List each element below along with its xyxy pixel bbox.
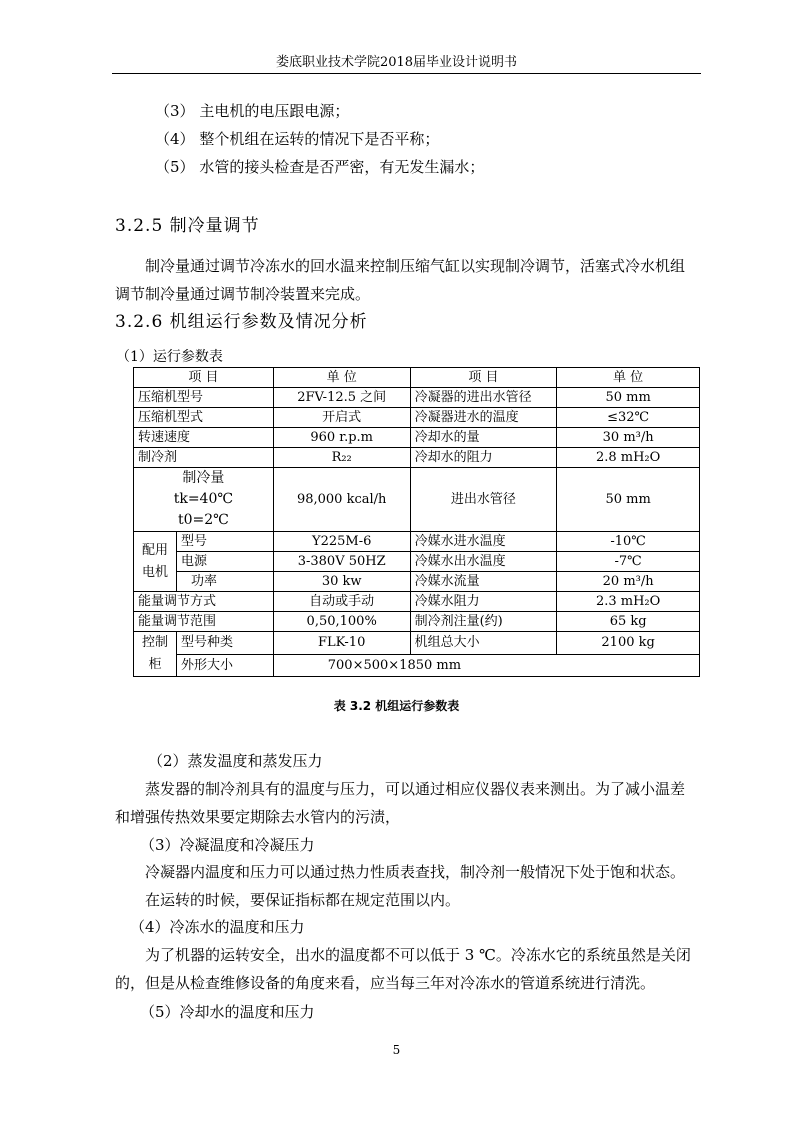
evaporating-temp-label: t0=2℃ <box>177 512 229 528</box>
table-cell: 进出水管径 <box>410 468 557 532</box>
table-cell: 型号种类 <box>176 632 273 655</box>
list-number: （3） <box>155 102 195 120</box>
table-cell: 电源 <box>176 552 273 572</box>
table-cell: ≤32℃ <box>557 408 700 428</box>
table-cell: Y225M-6 <box>273 532 410 552</box>
table-cell: 制冷剂注量(约) <box>410 612 557 632</box>
page-number: 5 <box>392 1043 401 1057</box>
table-cell: 960 r.p.m <box>273 428 410 448</box>
table-row <box>134 448 700 468</box>
subsection-paragraph: 冷凝器内温度和压力可以通过热力性质表查找，制冷剂一般情况下处于饱和状态。 <box>145 863 686 881</box>
subsection-paragraph: 在运转的时候，要保证指标都在规定范围以内。 <box>145 891 461 909</box>
table-row <box>134 428 700 448</box>
section-325-paragraph: 制冷量通过调节冷冻水的回水温来控制压缩气缸以实现制冷调节，活塞式冷水机组调节制冷量通过调节制冷装置来完成。 <box>115 257 686 303</box>
table-cell: 20 m³/h <box>557 572 700 592</box>
table-row <box>134 388 700 408</box>
table-row <box>134 572 700 592</box>
subsection-paragraph: 为了机器的运转安全，出水的温度都不可以低于 3 ℃。冷冻水它的系统虽然是关闭的，但是从检查维修设备的角度来看，应当每三年对冷冻水的管道系统进行清洗。 <box>115 946 691 992</box>
table-cell: 冷凝器的进出水管径 <box>410 388 557 408</box>
table-cell: 冷媒水出水温度 <box>410 552 557 572</box>
table-row <box>134 632 700 655</box>
table-cell: FLK-10 <box>273 632 410 655</box>
table-cell: 2.3 mH₂O <box>557 592 700 612</box>
table-cell: 自动或手动 <box>273 592 410 612</box>
table-cell: 30 m³/h <box>557 428 700 448</box>
table-cell: 型号 <box>176 532 273 552</box>
list-item <box>155 101 349 121</box>
table-cell-cooling-capacity <box>134 468 274 532</box>
table-row <box>134 612 700 632</box>
table-cell: 30 kw <box>273 572 410 592</box>
table-cell: 能量调节范围 <box>134 612 274 632</box>
table-cell: 3-380V 50HZ <box>273 552 410 572</box>
table-cell: 功率 <box>176 572 273 592</box>
table-cell: 能量调节方式 <box>134 592 274 612</box>
table-cell: 50 mm <box>557 468 700 532</box>
table-cell: 冷却水的量 <box>410 428 557 448</box>
list-number: （4） <box>155 130 195 148</box>
table-row <box>134 408 700 428</box>
table-cell: 2FV-12.5 之间 <box>273 388 410 408</box>
list-number: （5） <box>155 158 195 176</box>
table-cell: -7℃ <box>557 552 700 572</box>
table-cell: 机组总大小 <box>410 632 557 655</box>
table-header-cell: 项 目 <box>134 368 274 388</box>
list-item <box>155 157 484 177</box>
parameter-table <box>133 367 700 677</box>
table-row <box>134 552 700 572</box>
condensing-temp-label: tk=40℃ <box>173 491 234 507</box>
table-cell: 700×500×1850 mm <box>273 654 699 677</box>
section-heading-326: 3.2.6 机组运行参数及情况分析 <box>115 312 368 332</box>
section-heading-325: 3.2.5 制冷量调节 <box>115 216 260 236</box>
list-text: 主电机的电压跟电源； <box>199 102 350 120</box>
header-rule <box>112 73 701 74</box>
table-cell: 压缩机型式 <box>134 408 274 428</box>
subsection-title: （3）冷凝温度和冷凝压力 <box>140 836 315 854</box>
table-row <box>134 592 700 612</box>
list-text: 整个机组在运转的情况下是否平称； <box>199 130 440 148</box>
subsection-title: （2）蒸发温度和蒸发压力 <box>148 752 323 770</box>
table-header-cell: 单 位 <box>273 368 410 388</box>
table-cell: 98,000 kcal/h <box>273 468 410 532</box>
table-cell: 外形大小 <box>176 654 273 677</box>
table-cell: 冷媒水流量 <box>410 572 557 592</box>
table-cell: 冷却水的阻力 <box>410 448 557 468</box>
table-group-motor: 配用电机 <box>134 532 177 592</box>
subsection-title: （1）运行参数表 <box>116 349 223 365</box>
table-cell: R₂₂ <box>273 448 410 468</box>
table-cell: 65 kg <box>557 612 700 632</box>
subsection-title: （4）冷冻水的温度和压力 <box>130 918 305 936</box>
table-header-row <box>134 368 700 388</box>
table-cell: 转速速度 <box>134 428 274 448</box>
table-cell: 2.8 mH₂O <box>557 448 700 468</box>
table-row <box>134 654 700 677</box>
table-row <box>134 532 700 552</box>
table-group-cabinet: 控制柜 <box>134 632 177 677</box>
table-cell: 冷媒水进水温度 <box>410 532 557 552</box>
table-header-cell: 项 目 <box>410 368 557 388</box>
page-header: 娄底职业技术学院2018届毕业设计说明书 <box>275 55 518 70</box>
subsection-paragraph: 蒸发器的制冷剂具有的温度与压力，可以通过相应仪器仪表来测出。为了减小温差和增强传热效果要定期除去水管内的污渍， <box>115 780 686 826</box>
table-cell: 2100 kg <box>557 632 700 655</box>
table-cell: -10℃ <box>557 532 700 552</box>
list-text: 水管的接头检查是否严密，有无发生漏水； <box>199 158 485 176</box>
table-cell: 50 mm <box>557 388 700 408</box>
table-cell: 制冷剂 <box>134 448 274 468</box>
table-cell: 冷媒水阻力 <box>410 592 557 612</box>
table-cell: 压缩机型号 <box>134 388 274 408</box>
subsection-title: （5）冷却水的温度和压力 <box>140 1003 315 1021</box>
list-item <box>155 129 439 149</box>
table-cell: 0,50,100% <box>273 612 410 632</box>
table-header-cell: 单 位 <box>557 368 700 388</box>
table-cell: 冷凝器进水的温度 <box>410 408 557 428</box>
cooling-capacity-label: 制冷量 <box>182 470 225 486</box>
table-cell: 开启式 <box>273 408 410 428</box>
table-row <box>134 468 700 532</box>
table-caption: 表 3.2 机组运行参数表 <box>333 699 460 713</box>
